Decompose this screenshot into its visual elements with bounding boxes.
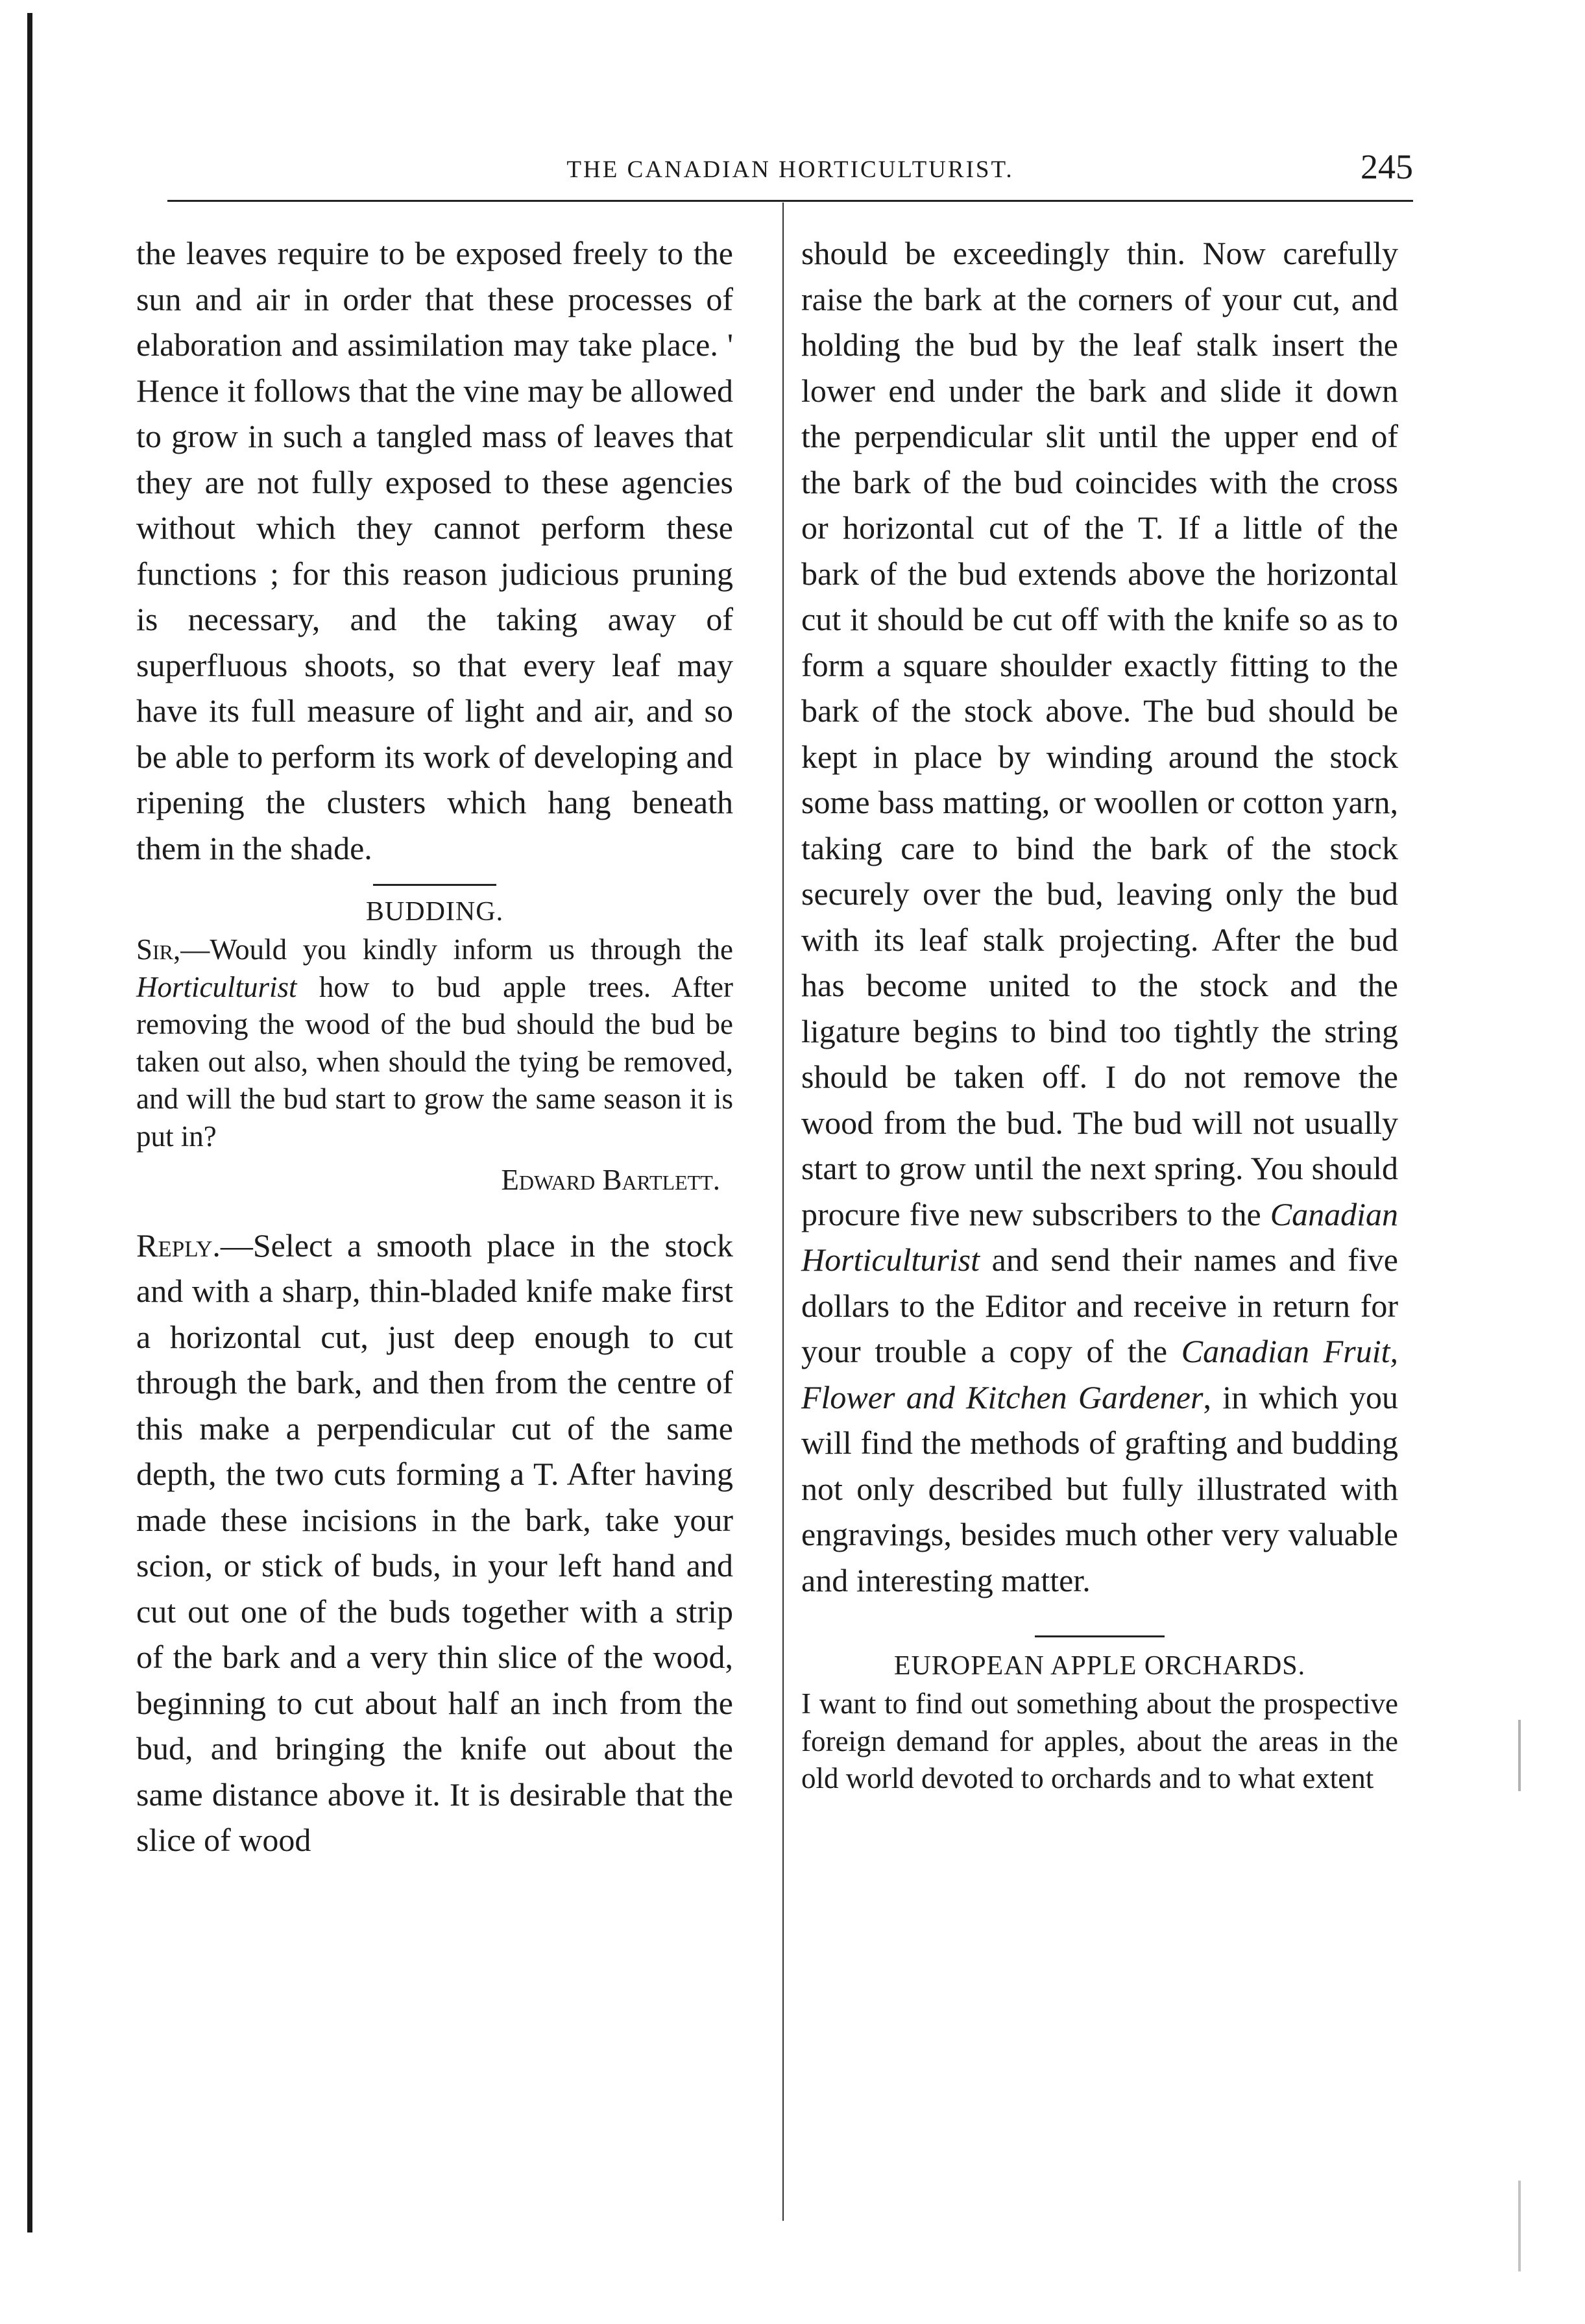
section-rule bbox=[1035, 1635, 1165, 1637]
binding-edge-rule bbox=[27, 13, 32, 2232]
header-rule bbox=[167, 200, 1413, 202]
letter-italic-title: Horticulturist bbox=[136, 970, 297, 1003]
letter-signature: Edward Bartlett. bbox=[501, 1164, 720, 1196]
margin-speck bbox=[1518, 2181, 1521, 2271]
reader-letter bbox=[136, 931, 733, 1155]
orchards-paragraph: I want to find out something about the prospective foreign demand for apples, about the areas in the old world devoted to orchards and to what extent bbox=[801, 1687, 1398, 1794]
reply-text: —Select a smooth place in the stock and with a sharp, thin-bladed knife make first a horizontal cut, just deep enough to cut through the bark, and then from the centre of this make a perpendicular cut of the same depth, the two cuts forming a T. After having made these incisions in the bark, take your scion, or stick of buds, in your left hand and cut out one of the buds together with a strip of the bark and a very thin slice of the wood, beginning to cut about half an inch from the bud, and bringing the knife out about the same distance above it. It is desirable that the slice of wood bbox=[136, 1227, 733, 1858]
running-title: THE CANADIAN HORTICULTURIST. bbox=[566, 156, 1014, 183]
continuation-part1: should be exceedingly thin. Now carefully raise the bark at the corners of your cut, and holding the bud by the leaf stalk insert the lower end under the bark and slide it down the perpendicular slit until the upper end of the bark of the bud coincides with the cross or horizontal cut of the T. If a little of the bark of the bud extends above the horizontal cut it should be cut off with the knife so as to form a square shoulder exactly fitting to the bark of the stock above. The bud should be kept in place by winding around the stock some bass matting, or woollen or cotton yarn, taking care to bind the bark of the stock securely over the bud, leaving only the bud with its leaf stalk projecting. After the bud has become united to the stock and the ligature begins to bind too tightly the string should be taken off. I do not remove the wood from the bud. The bud will not usually start to grow until the next spring. You should procure five new subscribers to the bbox=[801, 235, 1398, 1232]
left-column bbox=[136, 230, 733, 1863]
orchards-section-title: EUROPEAN APPLE ORCHARDS. bbox=[893, 1651, 1306, 1681]
reply-label: Reply. bbox=[136, 1227, 221, 1264]
page-number: 245 bbox=[1361, 147, 1413, 186]
running-head bbox=[167, 136, 1413, 188]
reply-paragraph bbox=[136, 1223, 733, 1863]
continuation-part3: , in which you will find the methods of grafting and budding not only described but fully illustrated with engravings, besides much other very valuable and interesting matter. bbox=[801, 1378, 1398, 1598]
budding-continuation-paragraph bbox=[801, 230, 1398, 1603]
margin-speck bbox=[1518, 1720, 1521, 1791]
letter-text-part2: how to bud apple trees. After removing the wood of the bud should the bud be taken out also, when should the tying be removed, and will the bud start to grow the same season it is put in? bbox=[136, 970, 733, 1153]
letter-text-part1: —Would you kindly inform us through the bbox=[180, 933, 733, 966]
letter-salutation: Sir, bbox=[136, 933, 181, 966]
continuation-part2: and send their names and five dollars to the Editor and receive in return for your trouble a copy of the bbox=[801, 1242, 1398, 1369]
budding-section-title: BUDDING. bbox=[365, 897, 504, 927]
italic-magazine-title: Canadian Horticulturist bbox=[801, 1195, 1398, 1278]
italic-book-title: Canadian Fruit, Flower and Kitchen Gardener bbox=[801, 1333, 1398, 1415]
column-divider bbox=[782, 202, 784, 2221]
vine-pruning-paragraph: the leaves require to be exposed freely to the sun and air in order that these processes of elaboration and assimilation may take place. ' Hence it follows that the vine may be allowed to grow in such a tangled mass of leaves that they are not fully exposed to these agencies without which they cannot perform these functions ; for this reason judicious pruning is necessary, and the taking away of superfluous shoots, so that every leaf may have its full measure of light and air, and so be able to perform its work of developing and ripening the clusters which hang beneath them in the shade. bbox=[136, 235, 733, 866]
right-column bbox=[801, 230, 1398, 1798]
section-rule bbox=[373, 884, 496, 886]
